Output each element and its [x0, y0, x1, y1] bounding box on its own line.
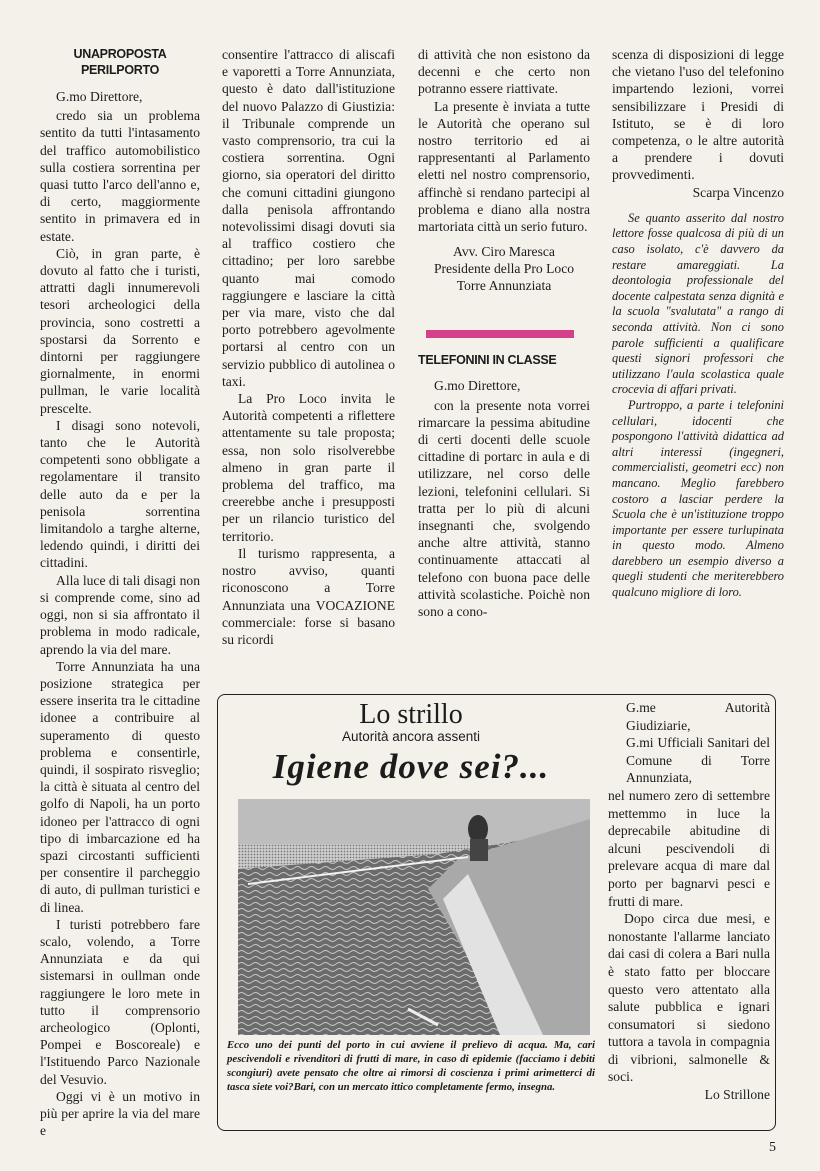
- signature-name: Avv. Ciro Maresca: [453, 244, 555, 260]
- paragraph: Alla luce di tali disagi non si comprende come, sino ad oggi, non si sia affrontato il problema in modo radicale, aprendo la via del mare.: [40, 572, 200, 657]
- article-title-proposta: [40, 46, 200, 78]
- article-column-1: [40, 46, 200, 1139]
- paragraph: consentire l'attracco di aliscafi e vaporetti a Torre Annunziata, questo è dato dall'istituzione del nuovo Palazzo di Giustizia: il Tribunale comprende un vasto comprensorio, tra cui la costiera sorrentina. Ogni giorno, sia operatori del diritto che comuni cittadini giungono dalla penisola affrontando notevolissimi disagi dovuti sia al traffico costiero che cittadino; per loro sarebbe quanto mai comodo raggiungere e lasciare la città per via mare, visto che dal porto potrebbero agevolmente portarsi al centro con un servizio pubblico di autolinea o taxi.: [222, 47, 395, 389]
- signature: Lo Strillone: [704, 1087, 770, 1103]
- paragraph: Ciò, in gran parte, è dovuto al fatto che i turisti, attratti dagli innumerevoli tesori archeologici della provincia, sono costretti a spostarsi da Sorrento e dintorni per raggiungere giornalmente, in enormi pullman, le varie località prescelte.: [40, 245, 200, 416]
- paragraph: I disagi sono notevoli, tanto che le Autorità competenti sono obbligate a regolamentare il transito delle auto da e per la penisola sorrentina limitandolo a targhe alterne, ledendo quindi, i diritti dei cittadini.: [40, 417, 200, 571]
- page-number: 5: [769, 1140, 776, 1155]
- paragraph: La presente è inviata a tutte le Autorità che operano sul nostro territorio ed ai rappresentanti al Parlamento eletti nel nostro comprensorio, affinchè si rendano partecipi al problema e diano alla nostra martoriata città un serio futuro.: [418, 98, 590, 235]
- paragraph: di attività che non esistono da decenni e che certo non potranno essere riattivate.: [418, 47, 590, 97]
- article-column-4: [612, 46, 784, 686]
- paragraph: I turisti potrebbero fare scalo, volendo, a Torre Annunziata e da qui sistemarsi in oullman onde raggiungere le loro mete in tutto il comprensorio archeologico (Oplonti, Pompei e Boscoreale) e l'Istituendo Parco Nazionale del Vesuvio.: [40, 916, 200, 1087]
- photo-caption: Ecco uno dei punti del porto in cui avviene il prelievo di acqua. Ma, cari pescivendoli e rivenditori di frutti di mare, in caso di epidemie (facciamo i debiti scongiuri) avete pensato che oltre ai rimorsi di coscienza i primi arimetterci di tasca siete voi?Bari, con un mercato ittico completamente fermo, insegna.: [227, 1039, 595, 1093]
- signature: Scarpa Vincenzo: [692, 184, 784, 200]
- article-title-telefonini: TELEFONINI IN CLASSE: [418, 353, 557, 368]
- harbor-photo-illustration: [238, 799, 590, 1035]
- paragraph: scenza di disposizioni di legge che vietano l'uso del telefonino impartendo lezioni, vorrei sensibilizzare i Presidi di Istituto, se è di loro competenza, o le altre autorità a prendere i dovuti provvedimenti.: [612, 47, 784, 183]
- salutation: G.mi Ufficiali Sanitari del Comune di Torre Annunziata,: [626, 735, 770, 786]
- paragraph: Purtroppo, a parte i telefonini cellulari, idocenti che pospongono l'attività didattica ad altri interessi (ingegneri, commercialisti, geometri ecc) non mancano. Meglio farebbero costoro a lasciar perdere la Scuola che è un'istituzione troppo importante per essere turlupinata in questo modo. Almeno darebbero un esempio diverso a quegli studenti che meriterebbero qualcuno migliore di loro.: [612, 397, 784, 600]
- paragraph: La Pro Loco invita le Autorità competenti a riflettere attentamente su tale proposta; essa, non solo risolverebbe almeno in gran parte il problema del traffico, ma creerebbe anche i presupposti per un rilancio turistico del territorio.: [222, 391, 395, 544]
- article-column-2: [222, 46, 395, 686]
- editor-note: [612, 211, 784, 601]
- salutation: G.me Autorità Giudiziarie,: [626, 700, 770, 733]
- paragraph: Se quanto asserito dal nostro lettore fosse qualcosa di più di un caso isolato, c'è davvero da restare amareggiati. La deontologia professionale del docente calpestata senza dignità e la scuola "svalutata" a rango di seconda attività. Non ci sono parole sufficienti a qualificare questi signori professori che utilizzano l'aula scolastica quale crocevia di affari privati.: [612, 210, 784, 397]
- harbor-photo: [238, 799, 590, 1035]
- lo-strillo-box: [217, 694, 776, 1131]
- signature-role: Presidente della Pro Loco: [433, 261, 575, 277]
- paragraph: credo sia un problema sentito da tutti l'intasamento del traffico automobilistico sulla costiera sorrentina per quasi tutto l'arco dell'anno e, di certo, maggiormente sentito in primavera ed in estate.: [40, 108, 200, 244]
- signature-place: Torre Annunziata: [456, 278, 552, 294]
- paragraph: Dopo circa due mesi, e nonostante l'allarme lanciato dai casi di colera a Bari nulla è stato fatto per bloccare questo vero attentato alla salute pubblica e ignari consumatori si siedono tuttora a tavola in compagnia di vibrioni, salmonelle & soci.: [608, 911, 770, 1085]
- paragraph: Il turismo rappresenta, a nostro avviso, quanti riconoscono a Torre Annunziata una VOCAZIONE commerciale: forse si basano su ricordi: [222, 545, 395, 647]
- article-column-3: [418, 46, 590, 686]
- strillo-header: [224, 699, 598, 788]
- section-divider-bar: [426, 330, 574, 338]
- paragraph: Oggi vi è un motivo in più per aprire la via del mare e: [40, 1088, 200, 1139]
- paragraph: nel numero zero di settembre mettemmo in luce la deprecabile abitudine di alcuni pescivendoli di prelevare acqua di mare dal porto per bagnarvi pesci e frutti di mare.: [608, 787, 770, 909]
- strillo-title: Lo strillo: [359, 699, 463, 730]
- strillo-subtitle: Autorità ancora assenti: [341, 729, 481, 744]
- title-line-2: PERILPORTO: [80, 63, 160, 77]
- title-line-1: UNAPROPOSTA: [73, 47, 167, 61]
- signature-block: [418, 243, 590, 294]
- paragraph: con la presente nota vorrei rimarcare la pessima abitudine di certi docenti delle scuole cittadine di portarc in aula e di utilizzare, nel corso delle lezioni, telefonini cellulari. Si tratta per lo più di alcuni insegnanti che, svolgendo anche altre attività, stanno continuamente attaccati al telefono con buona pace delle attività scolastiche. Poichè non sono a cono-: [418, 397, 590, 620]
- paragraph: Torre Annunziata ha una posizione strategica per essere inserita tra le cittadine idonee a contribuire al superamento di questo problema e consentirle, quindi, il sospirato risveglio; la città è situata al centro del golfo di Napoli, ha un porto idoneo per l'attracco di ogni tipo di imbarcazione ed ha spazi circostanti sufficienti per consentire il parcheggio di auto, di pullman turistici e di linea.: [40, 658, 200, 915]
- strillo-text: [608, 699, 770, 1104]
- salutation: G.mo Direttore,: [56, 89, 143, 104]
- salutation: G.mo Direttore,: [434, 378, 521, 394]
- strillo-headline: Igiene dove sei?...: [272, 747, 550, 786]
